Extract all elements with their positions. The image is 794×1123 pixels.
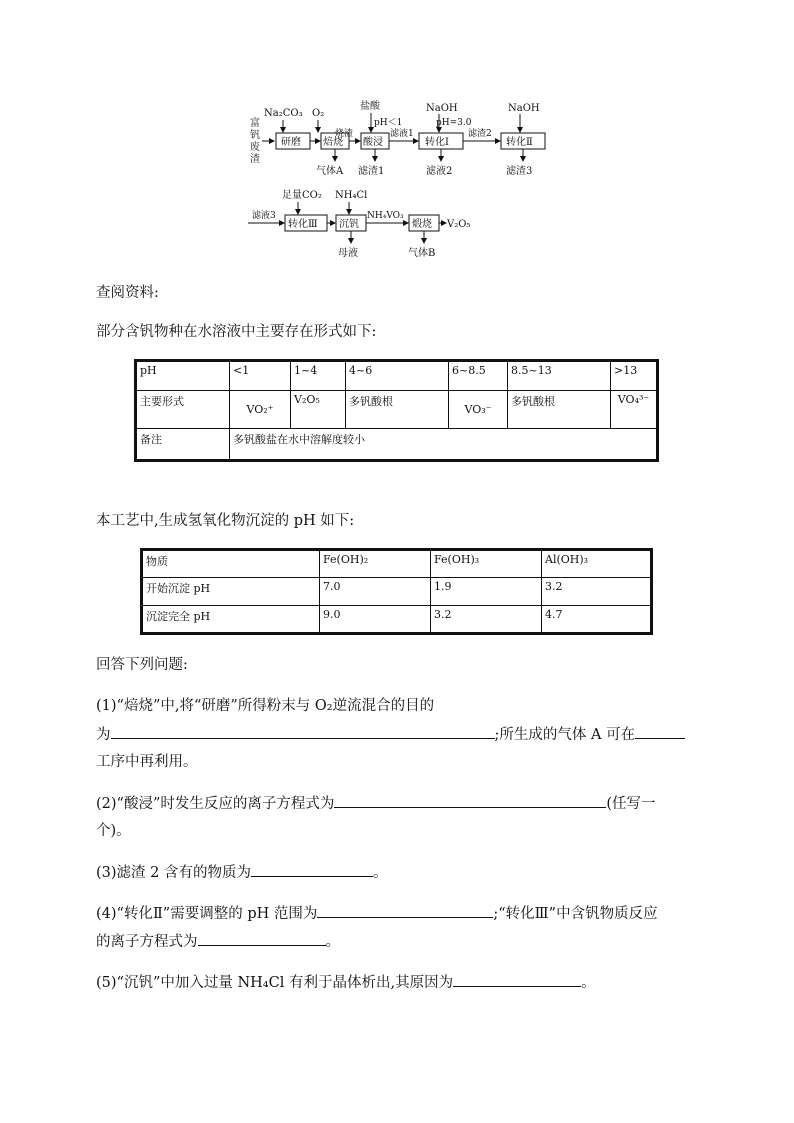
answer-intro: 回答下列问题: <box>96 657 188 673</box>
q1-mid: ;所生成的气体 A 可在 <box>494 727 636 743</box>
table-cell: 主要形式 <box>136 391 230 429</box>
label-nh4vo3: NH₄VO₃ <box>367 211 404 221</box>
feed-label: 钒 <box>250 130 260 141</box>
box-precipitate-v: 沉钒 <box>339 219 359 230</box>
input-hcl: 盐酸 <box>360 101 380 112</box>
question-4-line-2 <box>96 931 340 952</box>
box-conversion-3: 转化Ⅲ <box>288 219 318 230</box>
input-naoh-2: NaOH <box>508 103 540 114</box>
table-row <box>136 429 658 461</box>
input-co2: 足量CO₂ <box>282 190 322 201</box>
label-filtrate-1: 滤液1 <box>390 129 414 139</box>
q2-suffix: (任写一 <box>606 796 656 812</box>
q2-text: (2)“酸浸”时发生反应的离子方程式为 <box>96 796 335 812</box>
q5-suffix: 。 <box>581 975 596 991</box>
question-1-line-1: (1)“焙烧”中,将“研磨”所得粉末与 O₂逆流混合的目的 <box>96 698 435 714</box>
output-gas-a: 气体A <box>316 166 344 177</box>
table-cell: Fe(OH)₃ <box>431 550 542 578</box>
table-cell: 1.9 <box>431 578 542 606</box>
table-cell: 4~6 <box>346 361 449 391</box>
table-row <box>136 361 658 391</box>
input-filtrate-3: 滤液3 <box>252 211 276 221</box>
answer-blank[interactable] <box>251 862 373 877</box>
table-cell: 3.2 <box>431 606 542 634</box>
q4-suffix: 。 <box>325 934 340 950</box>
table-cell: >13 <box>611 361 658 391</box>
table-cell: VO₃⁻ <box>449 391 508 429</box>
q1-prefix: 为 <box>96 727 111 743</box>
table-cell: 1~4 <box>291 361 346 391</box>
table-cell: 开始沉淀 pH <box>142 578 320 606</box>
input-na2co3: Na₂CO₃ <box>264 108 303 119</box>
answer-blank[interactable] <box>317 903 493 918</box>
table-cell: V₂O₅ <box>291 391 346 429</box>
table-cell: VO₂⁺ <box>230 391 291 429</box>
table-cell: pH <box>136 361 230 391</box>
input-ph-lt1: pH＜1 <box>374 118 403 128</box>
answer-blank[interactable] <box>334 793 606 808</box>
table-cell: 沉淀完全 pH <box>142 606 320 634</box>
table-cell: 物质 <box>142 550 320 578</box>
box-roast: 焙烧 <box>323 137 343 148</box>
question-1-line-3: 工序中再利用。 <box>96 754 198 770</box>
output-mother-liquor: 母液 <box>338 248 358 259</box>
ph-intro: 本工艺中,生成氢氧化物沉淀的 pH 如下: <box>96 513 355 529</box>
input-nh4cl: NH₄Cl <box>335 190 368 201</box>
output-residue-3: 滤渣3 <box>506 166 533 177</box>
process-flow-diagram <box>240 96 560 262</box>
table-row <box>142 550 652 578</box>
hydroxide-ph-table <box>140 548 653 635</box>
answer-blank[interactable] <box>453 972 581 987</box>
table-cell: <1 <box>230 361 291 391</box>
input-naoh-1: NaOH <box>426 103 458 114</box>
table-cell: VO₄³⁻ <box>611 391 658 429</box>
output-gas-b: 气体B <box>408 248 436 259</box>
answer-blank[interactable] <box>635 724 685 739</box>
product-v2o5: V₂O₅ <box>447 219 471 230</box>
table-cell: 9.0 <box>320 606 431 634</box>
table-row <box>136 391 658 429</box>
label-residue-2-arrow: 滤渣2 <box>468 129 492 139</box>
forms-intro: 部分含钒物种在水溶液中主要存在形式如下: <box>96 324 377 340</box>
output-filtrate-2: 滤液2 <box>426 166 453 177</box>
table-cell: Fe(OH)₂ <box>320 550 431 578</box>
question-2-line-2: 个)。 <box>96 823 131 839</box>
question-2-line-1 <box>96 793 656 814</box>
q4-prefix: 的离子方程式为 <box>96 934 198 950</box>
answer-blank[interactable] <box>198 931 326 946</box>
table-row <box>142 578 652 606</box>
box-calcine: 煅烧 <box>412 219 432 230</box>
feed-label: 渣 <box>250 154 260 165</box>
input-ph-3: pH=3.0 <box>436 118 472 128</box>
table-row <box>142 606 652 634</box>
q3-text: (3)滤渣 2 含有的物质为 <box>96 865 251 881</box>
table-cell: 备注 <box>136 429 230 461</box>
question-1-line-2 <box>96 724 685 745</box>
table-cell: 多钒酸根 <box>346 391 449 429</box>
box-acid-leach: 酸浸 <box>363 137 383 148</box>
question-4-line-1 <box>96 903 658 924</box>
table-cell: 多钒酸根 <box>508 391 611 429</box>
answer-blank[interactable] <box>111 724 495 739</box>
vanadium-forms-table <box>134 359 659 462</box>
table-cell: 4.7 <box>542 606 652 634</box>
question-3 <box>96 862 387 883</box>
table-cell: Al(OH)₃ <box>542 550 652 578</box>
q4-text: (4)“转化Ⅱ”需要调整的 pH 范围为 <box>96 906 318 922</box>
q3-suffix: 。 <box>372 865 388 881</box>
label-shaozha: 烧渣 <box>335 129 354 139</box>
box-conversion-1: 转化Ⅰ <box>425 137 449 148</box>
box-conversion-2: 转化Ⅱ <box>506 137 533 148</box>
table-cell: 7.0 <box>320 578 431 606</box>
question-5 <box>96 972 596 993</box>
output-residue-1: 滤渣1 <box>358 166 385 177</box>
table-cell: 多钒酸盐在水中溶解度较小 <box>230 429 658 461</box>
table-cell: 8.5~13 <box>508 361 611 391</box>
feed-label: 废 <box>250 142 260 153</box>
box-grind: 研磨 <box>281 137 301 148</box>
table-cell: 6~8.5 <box>449 361 508 391</box>
reference-heading: 查阅资料: <box>96 285 159 301</box>
input-o2: O₂ <box>312 108 325 119</box>
q4-mid: ;“转化Ⅲ”中含钒物质反应 <box>493 906 658 922</box>
q5-text: (5)“沉钒”中加入过量 NH₄Cl 有利于晶体析出,其原因为 <box>96 975 454 991</box>
table-cell: 3.2 <box>542 578 652 606</box>
feed-label: 富 <box>250 118 260 129</box>
